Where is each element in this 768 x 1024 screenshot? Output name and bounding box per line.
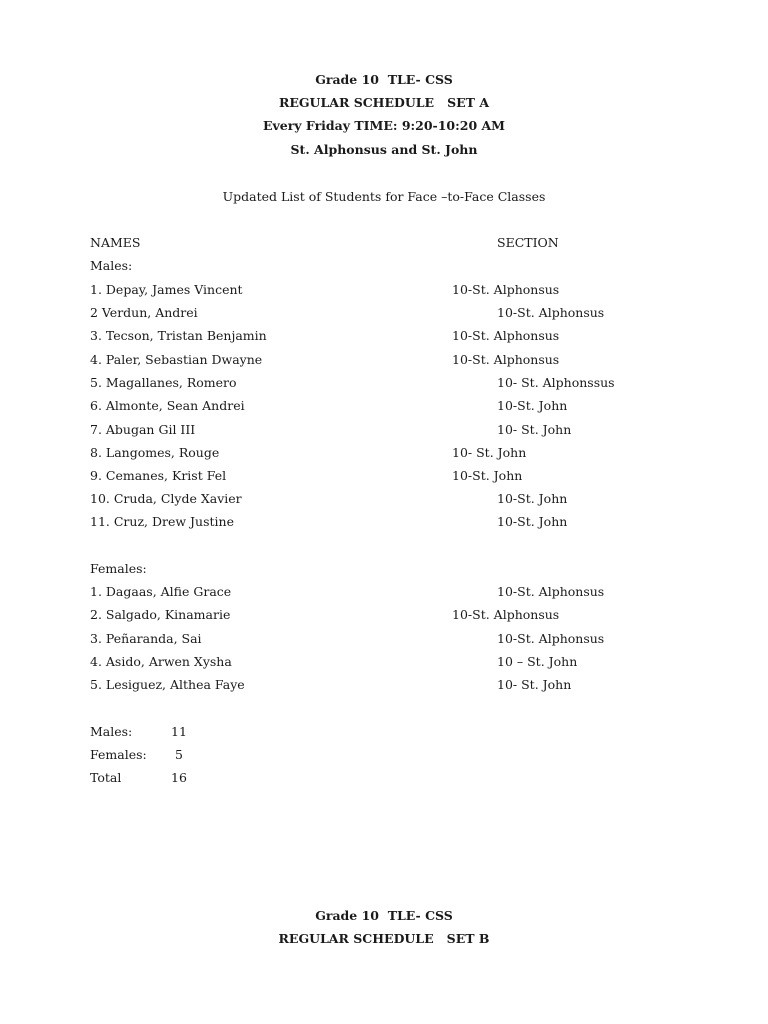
female-section: 10-St. Alphonsus <box>497 631 605 646</box>
header-b-schedule: REGULAR SCHEDULE SET B <box>278 931 490 946</box>
male-section: 10-St. Alphonsus <box>452 352 560 367</box>
total-label: Total <box>90 770 122 785</box>
female-name: 1. Dagaas, Alfie Grace <box>90 584 232 599</box>
header-b-grade: Grade 10 TLE- CSS <box>315 908 453 923</box>
male-section: 10- St. John <box>497 422 572 437</box>
list-subtitle: Updated List of Students for Face –to-Face Classes <box>222 189 546 204</box>
male-section: 10- St. Alphonssus <box>497 375 615 390</box>
male-section: 10-St. Alphonsus <box>497 305 605 320</box>
male-name: 10. Cruda, Clyde Xavier <box>90 491 242 506</box>
female-section: 10-St. Alphonsus <box>452 607 560 622</box>
male-name: 9. Cemanes, Krist Fel <box>90 468 227 483</box>
total-males-label: Males: <box>90 724 133 739</box>
total-females-value: 5 <box>175 747 183 762</box>
header-a-grade: Grade 10 TLE- CSS <box>315 72 453 87</box>
male-name: 6. Almonte, Sean Andrei <box>90 398 245 413</box>
female-name: 5. Lesiguez, Althea Faye <box>90 677 245 692</box>
total-females-label: Females: <box>90 747 147 762</box>
male-section: 10-St. John <box>497 491 568 506</box>
female-name: 3. Peñaranda, Sai <box>90 631 202 646</box>
male-section: 10-St. John <box>497 514 568 529</box>
total-value: 16 <box>171 770 187 785</box>
header-a-schedule: REGULAR SCHEDULE SET A <box>278 95 490 110</box>
male-section: 10-St. Alphonsus <box>452 282 560 297</box>
male-name: 11. Cruz, Drew Justine <box>90 514 234 529</box>
female-section: 10- St. John <box>497 677 572 692</box>
header-a-sections: St. Alphonsus and St. John <box>290 142 478 157</box>
male-name: 7. Abugan Gil III <box>90 422 196 437</box>
female-name: 4. Asido, Arwen Xysha <box>90 654 232 669</box>
male-name: 5. Magallanes, Romero <box>90 375 237 390</box>
header-a-time: Every Friday TIME: 9:20-10:20 AM <box>262 118 506 133</box>
male-section: 10-St. Alphonsus <box>452 328 560 343</box>
names-column-header: NAMES <box>90 235 141 250</box>
section-column-header: SECTION <box>497 235 559 250</box>
females-label: Females: <box>90 561 147 576</box>
male-section: 10-St. John <box>452 468 523 483</box>
male-name: 2 Verdun, Andrei <box>90 305 198 320</box>
male-section: 10-St. John <box>497 398 568 413</box>
male-section: 10- St. John <box>452 445 527 460</box>
total-males-value: 11 <box>171 724 187 739</box>
male-name: 4. Paler, Sebastian Dwayne <box>90 352 263 367</box>
male-name: 1. Depay, James Vincent <box>90 282 243 297</box>
male-name: 3. Tecson, Tristan Benjamin <box>90 328 267 343</box>
males-label: Males: <box>90 258 133 273</box>
female-name: 2. Salgado, Kinamarie <box>90 607 231 622</box>
female-section: 10 – St. John <box>497 654 578 669</box>
female-section: 10-St. Alphonsus <box>497 584 605 599</box>
male-name: 8. Langomes, Rouge <box>90 445 220 460</box>
